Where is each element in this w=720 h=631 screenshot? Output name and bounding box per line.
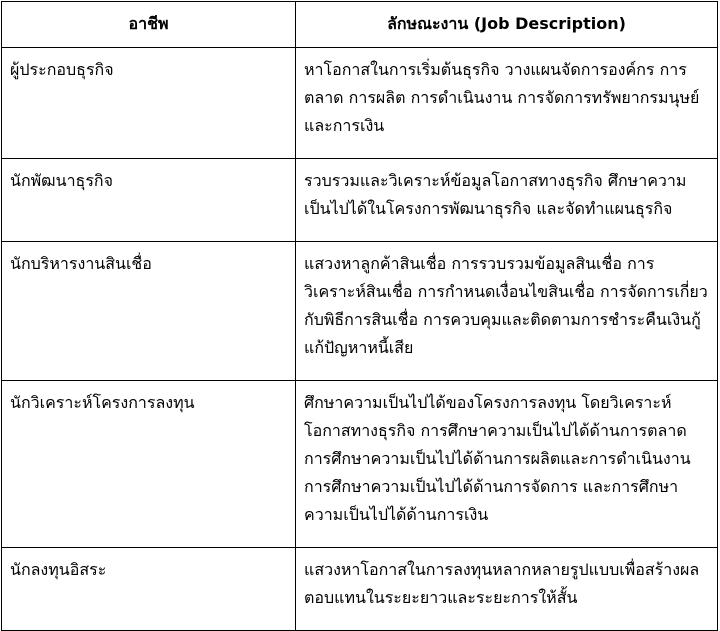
description-cell: แสวงหาลูกค้าสินเชื่อ การรวบรวมข้อมูลสินเชื่อ การวิเคราะห์สินเชื่อ การกำหนดเงื่อนไขสินเชื่อ การจัดการเกี่ยวกับพิธีการสินเชื่อ การควบคุมและติดตามการชำระคืนเงินกู้ แก้ปัญหาหนี้เสีย: [296, 242, 718, 381]
occupation-cell: นักบริหารงานสินเชื่อ: [2, 242, 296, 381]
table-row: [2, 381, 718, 548]
table-header-row: [2, 2, 718, 48]
header-job-description: ลักษณะงาน (Job Description): [296, 2, 718, 48]
table-row: [2, 548, 718, 631]
header-occupation: อาชีพ: [2, 2, 296, 48]
occupation-cell: นักวิเคราะห์โครงการลงทุน: [2, 381, 296, 548]
description-cell: ศึกษาความเป็นไปได้ของโครงการลงทุน โดยวิเคราะห์โอกาสทางธุรกิจ การศึกษาความเป็นไปได้ด้านการตลาด การศึกษาความเป็นไปได้ด้านการผลิตและการดำเนินงาน การศึกษาความเป็นไปได้ด้านการจัดการ และการศึกษาความเป็นไปได้ด้านการเงิน: [296, 381, 718, 548]
occupation-cell: ผู้ประกอบธุรกิจ: [2, 48, 296, 159]
description-cell: รวบรวมและวิเคราะห์ข้อมูลโอกาสทางธุรกิจ ศึกษาความเป็นไปได้ในโครงการพัฒนาธุรกิจ และจัดทำแผนธุรกิจ: [296, 159, 718, 242]
table-row: [2, 242, 718, 381]
table-row: [2, 159, 718, 242]
job-description-table: [1, 1, 718, 631]
table-row: [2, 48, 718, 159]
description-cell: หาโอกาสในการเริ่มต้นธุรกิจ วางแผนจัดการองค์กร การตลาด การผลิต การดำเนินงาน การจัดการทรัพยากรมนุษย์ และการเงิน: [296, 48, 718, 159]
occupation-cell: นักลงทุนอิสระ: [2, 548, 296, 631]
description-cell: แสวงหาโอกาสในการลงทุนหลากหลายรูปแบบเพื่อสร้างผลตอบแทนในระยะยาวและระยะการให้สั้น: [296, 548, 718, 631]
occupation-cell: นักพัฒนาธุรกิจ: [2, 159, 296, 242]
